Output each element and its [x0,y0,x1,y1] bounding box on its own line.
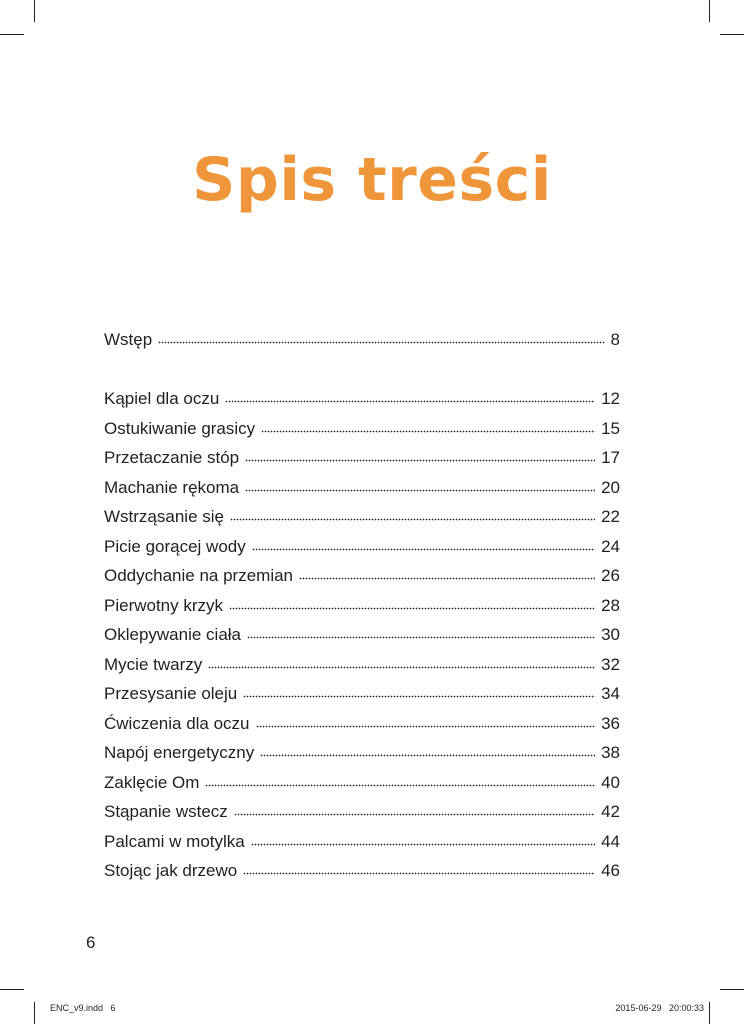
toc-entry [104,827,620,857]
toc-entry [104,473,620,503]
toc-dot-leader [245,480,595,492]
toc-dot-leader [243,863,595,875]
toc-dot-leader [243,686,595,698]
toc-entry [104,443,620,473]
toc-dot-leader [247,627,595,639]
toc-entry-page: 42 [601,802,620,821]
crop-mark-top-left-horizontal [0,34,24,35]
toc-entry-label: Picie gorącej wody [104,536,246,556]
toc-entry-label: Oklepywanie ciała [104,625,242,644]
toc-dot-leader [230,509,595,521]
toc-entry-label: Ćwiczenia dla oczu [104,713,250,733]
toc-entry-label: Zaklęcie Om [104,772,200,792]
toc-dot-leader [245,450,595,462]
toc-dot-leader [299,568,595,580]
toc-dot-leader [205,775,595,787]
crop-mark-bottom-left-vertical [34,1002,35,1024]
toc-entry [104,532,620,562]
toc-entry [104,738,620,768]
page-number: 6 [86,933,96,952]
toc-dot-leader [234,804,595,816]
table-of-contents [104,325,620,886]
toc-entry-page: 46 [601,861,620,880]
toc-entry-page: 36 [601,713,620,733]
toc-entry [104,561,620,591]
toc-entry [104,768,620,798]
toc-entry [104,620,620,650]
toc-entry-page: 24 [601,536,620,556]
toc-entry-page: 30 [601,625,620,644]
toc-entry [104,414,620,444]
toc-entry-intro [104,325,620,355]
toc-entry-page: 32 [601,654,620,674]
page-title: Spis treści [192,145,552,215]
toc-entry-page: 44 [601,831,620,851]
toc-dot-leader [229,598,595,610]
toc-entry-page: 28 [601,595,620,615]
toc-dot-leader [256,716,596,728]
toc-entry-page: 17 [601,448,620,467]
toc-dot-leader [252,539,595,551]
toc-entry-page: 40 [601,772,620,792]
toc-entry-label: Kąpiel dla oczu [104,389,220,408]
toc-dot-leader [260,745,595,757]
slug-file-name: ENC_v9.indd 6 [50,1003,116,1013]
toc-entry-label: Oddychanie na przemian [104,566,294,585]
crop-mark-bottom-left-horizontal [0,989,24,990]
toc-entry [104,650,620,680]
toc-entry-page: 26 [601,566,620,585]
crop-mark-top-left-vertical [34,0,35,22]
toc-dot-leader [158,332,604,344]
slug-timestamp: 2015-06-29 20:00:33 [615,1003,704,1013]
toc-entry-label: Mycie twarzy [104,654,203,674]
crop-mark-bottom-right-horizontal [720,989,744,990]
toc-entry-page: 34 [601,684,620,703]
crop-mark-bottom-right-vertical [709,1002,710,1024]
toc-entry [104,679,620,709]
crop-mark-top-right-vertical [709,0,710,22]
toc-entry [104,856,620,886]
toc-entry-label: Wstrząsanie się [104,507,224,526]
toc-entry-page: 8 [610,330,620,349]
toc-entry [104,502,620,532]
toc-entry-label: Napój energetyczny [104,743,255,762]
crop-mark-top-right-horizontal [720,34,744,35]
toc-entry-label: Ostukiwanie grasicy [104,418,256,438]
toc-entry-label: Przesysanie oleju [104,684,238,703]
toc-entry-page: 15 [601,418,620,438]
toc-entry [104,384,620,414]
toc-entry-label: Stojąc jak drzewo [104,861,238,880]
toc-entry-label: Wstęp [104,330,153,349]
toc-entry-page: 12 [601,389,620,408]
toc-entry [104,591,620,621]
toc-dot-leader [208,657,595,669]
toc-entry [104,797,620,827]
toc-dot-leader [251,834,595,846]
toc-entry-label: Machanie rękoma [104,477,240,497]
toc-entry-label: Przetaczanie stóp [104,448,240,467]
toc-entry-label: Palcami w motylka [104,831,245,851]
toc-entry-page: 38 [601,743,620,762]
toc-dot-leader [261,421,595,433]
toc-entry-page: 22 [601,507,620,526]
toc-entry-page: 20 [601,477,620,497]
toc-entry [104,709,620,739]
toc-entry-label: Stąpanie wstecz [104,802,228,821]
toc-dot-leader [225,391,595,403]
toc-entry-label: Pierwotny krzyk [104,595,224,615]
